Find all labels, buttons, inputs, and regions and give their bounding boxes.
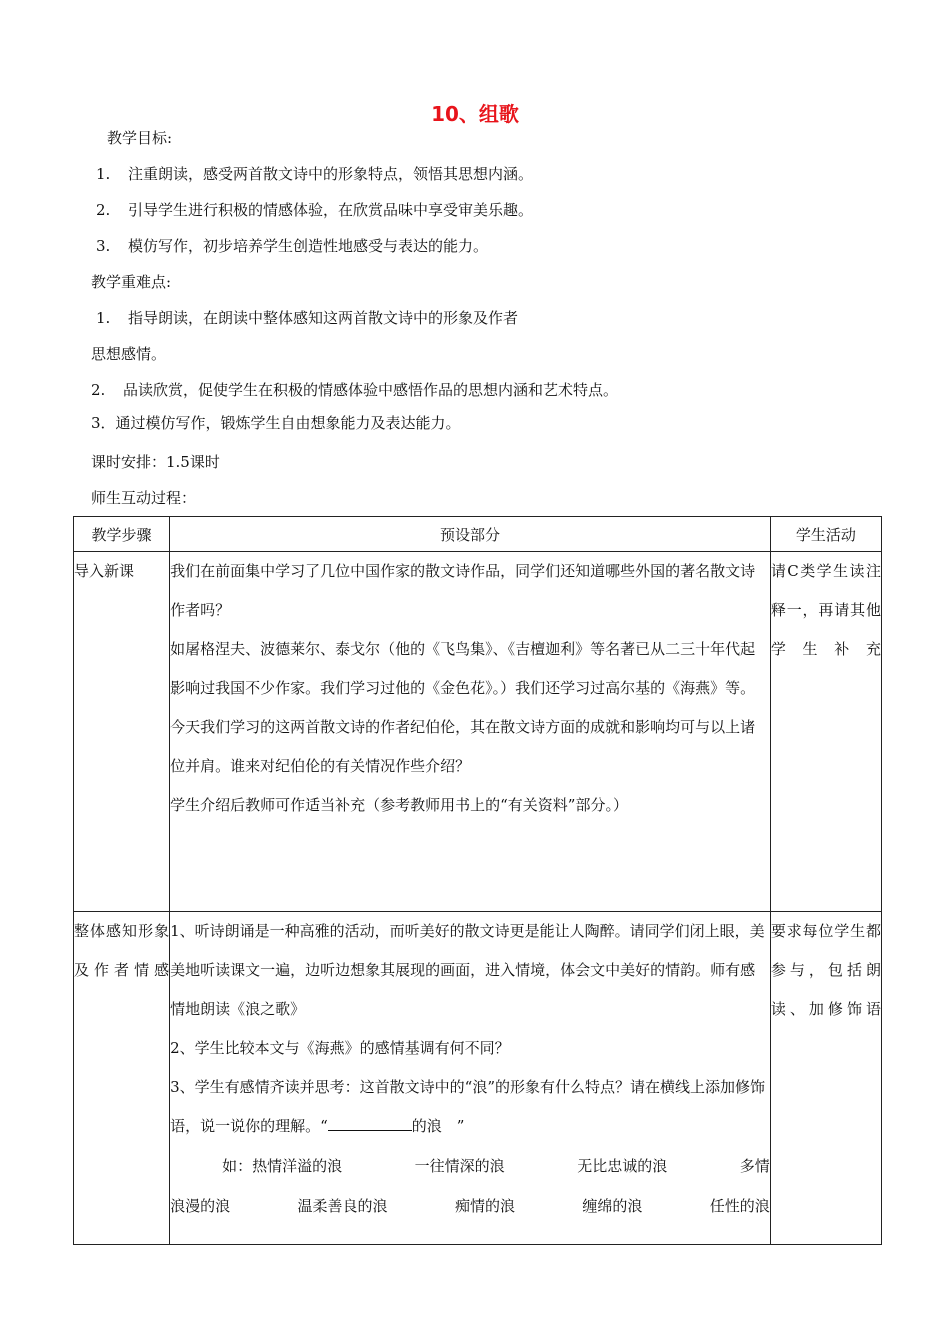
table-header-row bbox=[74, 517, 882, 552]
example-phrase: 缠绵的浪 bbox=[582, 1197, 643, 1215]
question-text: 3、学生有感情齐读并思考：这首散文诗中的“浪”的形象有什么特点？请在横线上添加修饰语，说一说你的理解。“ bbox=[170, 1078, 765, 1135]
table-row-perception bbox=[74, 912, 882, 1245]
plan-paragraph: 学生介绍后教师可作适当补充（参考教师用书上的“有关资料”部分。） bbox=[170, 796, 628, 814]
document-title: 10、组歌 bbox=[431, 102, 519, 126]
column-header-steps: 教学步骤 bbox=[74, 517, 170, 552]
plan-paragraph: 我们在前面集中学习了几位中国作家的散文诗作品，同学们还知道哪些外国的著名散文诗作者吗？ bbox=[170, 562, 756, 619]
objective-item-1 bbox=[96, 164, 533, 184]
key-points-heading: 教学重难点: bbox=[91, 273, 172, 291]
example-phrase: 痴情的浪 bbox=[454, 1197, 515, 1215]
objective-text: 注重朗读，感受两首散文诗中的形象特点，领悟其思想内涵。 bbox=[128, 165, 534, 183]
objective-text: 引导学生进行积极的情感体验，在欣赏品味中享受审美乐趣。 bbox=[128, 201, 534, 219]
example-phrase: 一往情深的浪 bbox=[414, 1157, 505, 1175]
objective-item-2 bbox=[96, 200, 533, 220]
plan-paragraph: 2、学生比较本文与《海燕》的感情基调有何不同？ bbox=[170, 1039, 510, 1057]
column-header-plan: 预设部分 bbox=[170, 517, 771, 552]
objective-number: 2. bbox=[96, 201, 111, 219]
activity-cell: 要求每位学生都参与，包括朗读、加修饰语 bbox=[770, 912, 881, 1245]
objective-item-3 bbox=[96, 236, 488, 256]
plan-cell bbox=[170, 912, 771, 1245]
process-heading: 师生互动过程： bbox=[91, 489, 197, 507]
key-point-item-1 bbox=[96, 308, 518, 328]
column-header-activity: 学生活动 bbox=[770, 517, 881, 552]
fill-in-blank bbox=[328, 1116, 412, 1131]
examples-line bbox=[170, 1186, 770, 1226]
objective-text: 模仿写作，初步培养学生创造性地感受与表达的能力。 bbox=[128, 237, 489, 255]
table-row-intro bbox=[74, 552, 882, 912]
examples-line bbox=[170, 1146, 770, 1186]
teaching-process-table bbox=[73, 516, 882, 1245]
step-cell: 整体感知形象及作者情感 bbox=[74, 912, 170, 1245]
example-phrase: 浪漫的浪 bbox=[170, 1197, 231, 1215]
plan-paragraph: 1、听诗朗诵是一种高雅的活动，而听美好的散文诗更是能让人陶醉。请同学们闭上眼，美美地听读课文一遍，边听边想象其展现的画面，进入情境，体会文中美好的情韵。师有感情地朗读《浪之歌》 bbox=[170, 922, 765, 1018]
key-point-text: 品读欣赏，促使学生在积极的情感体验中感悟作品的思想内涵和艺术特点。 bbox=[123, 381, 619, 399]
step-cell: 导入新课 bbox=[74, 552, 170, 912]
key-point-item-3: 3．通过模仿写作，锻炼学生自由想象能力及表达能力。 bbox=[91, 414, 461, 432]
objective-number: 1. bbox=[96, 165, 111, 183]
plan-paragraph bbox=[170, 1068, 770, 1146]
key-point-text: 指导朗读，在朗读中整体感知这两首散文诗中的形象及作者 bbox=[128, 309, 519, 327]
example-phrase: 温柔善良的浪 bbox=[297, 1197, 388, 1215]
key-point-number: 2. bbox=[91, 381, 106, 399]
key-point-item-1-continued: 思想感情。 bbox=[91, 345, 167, 363]
activity-cell: 请C类学生读注释一，再请其他学生补充 bbox=[770, 552, 881, 912]
question-text-end: 的浪 ” bbox=[411, 1117, 465, 1135]
plan-paragraph: 如屠格涅夫、波德莱尔、泰戈尔（他的《飞鸟集》、《吉檀迦利》等名著已从二三十年代起影响过我国不少作家。我们学习过他的《金色花》。）我们还学习过高尔基的《海燕》等。今天我们学习的这两首散文诗的作者纪伯伦，其在散文诗方面的成就和影响均可与以上诸位并肩。谁来对纪伯伦的有关情况作些介绍？ bbox=[170, 640, 756, 775]
objectives-heading: 教学目标: bbox=[107, 129, 173, 147]
key-point-item-2 bbox=[91, 380, 618, 400]
key-point-number: 1. bbox=[96, 309, 111, 327]
example-phrase: 任性的浪 bbox=[709, 1197, 770, 1215]
example-phrase: 多情 bbox=[739, 1157, 770, 1175]
example-phrase: 如：热情洋溢的浪 bbox=[222, 1157, 343, 1175]
schedule-line: 课时安排：1.5课时 bbox=[91, 453, 220, 471]
example-phrase: 无比忠诚的浪 bbox=[577, 1157, 668, 1175]
objective-number: 3. bbox=[96, 237, 111, 255]
plan-cell bbox=[170, 552, 771, 912]
